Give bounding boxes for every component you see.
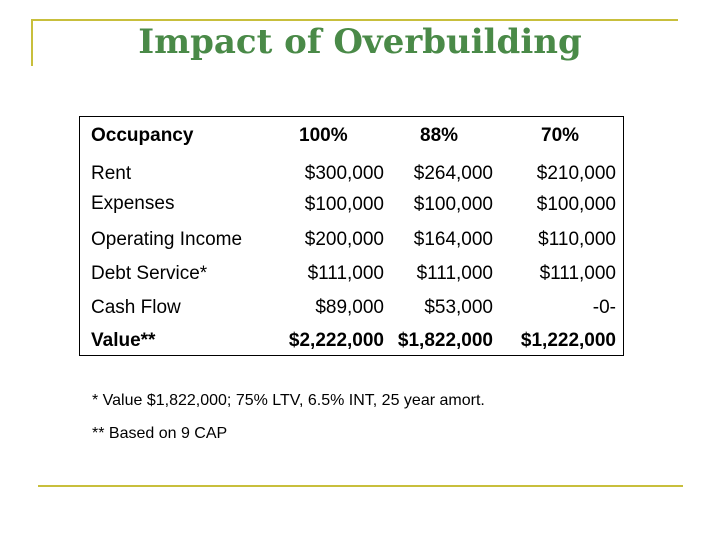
- value-value-88: $1,822,000: [397, 330, 493, 351]
- rent-value-88: $264,000: [413, 163, 493, 184]
- footnote-cap: ** Based on 9 CAP: [92, 425, 228, 442]
- rent-value-100: $300,000: [304, 163, 384, 184]
- header-label: Occupancy: [91, 125, 194, 146]
- value-value-100: $2,222,000: [288, 330, 384, 351]
- cash-flow-value-88: $53,000: [424, 297, 493, 318]
- debt-service-value-70: $111,000: [539, 263, 616, 284]
- row-label-cash-flow: Cash Flow: [91, 297, 181, 318]
- header-column-100: 100%: [299, 125, 348, 146]
- cash-flow-value-70: -0-: [592, 297, 616, 318]
- decorative-bottom-rule: [38, 485, 683, 487]
- cash-flow-value-100: $89,000: [315, 297, 384, 318]
- row-label-debt-service: Debt Service*: [91, 263, 208, 284]
- operating-income-value-88: $164,000: [413, 229, 493, 250]
- row-label-rent: Rent: [91, 163, 132, 184]
- expenses-value-88: $100,000: [413, 194, 493, 215]
- header-column-70: 70%: [541, 125, 580, 146]
- slide-title: Impact of Overbuilding: [138, 22, 582, 62]
- operating-income-value-70: $110,000: [538, 229, 616, 250]
- value-value-70: $1,222,000: [520, 330, 616, 351]
- decorative-top-rule: [31, 19, 678, 21]
- row-label-operating-income: Operating Income: [91, 229, 243, 250]
- operating-income-value-100: $200,000: [304, 229, 384, 250]
- row-label-expenses: Expenses: [91, 193, 175, 214]
- expenses-value-100: $100,000: [304, 194, 384, 215]
- rent-value-70: $210,000: [536, 163, 616, 184]
- footnote-value: * Value $1,822,000; 75% LTV, 6.5% INT, 25 year amort.: [92, 392, 485, 409]
- header-column-88: 88%: [420, 125, 459, 146]
- row-label-value: Value**: [91, 330, 156, 351]
- debt-service-value-100: $111,000: [307, 263, 384, 284]
- expenses-value-70: $100,000: [536, 194, 616, 215]
- debt-service-value-88: $111,000: [416, 263, 493, 284]
